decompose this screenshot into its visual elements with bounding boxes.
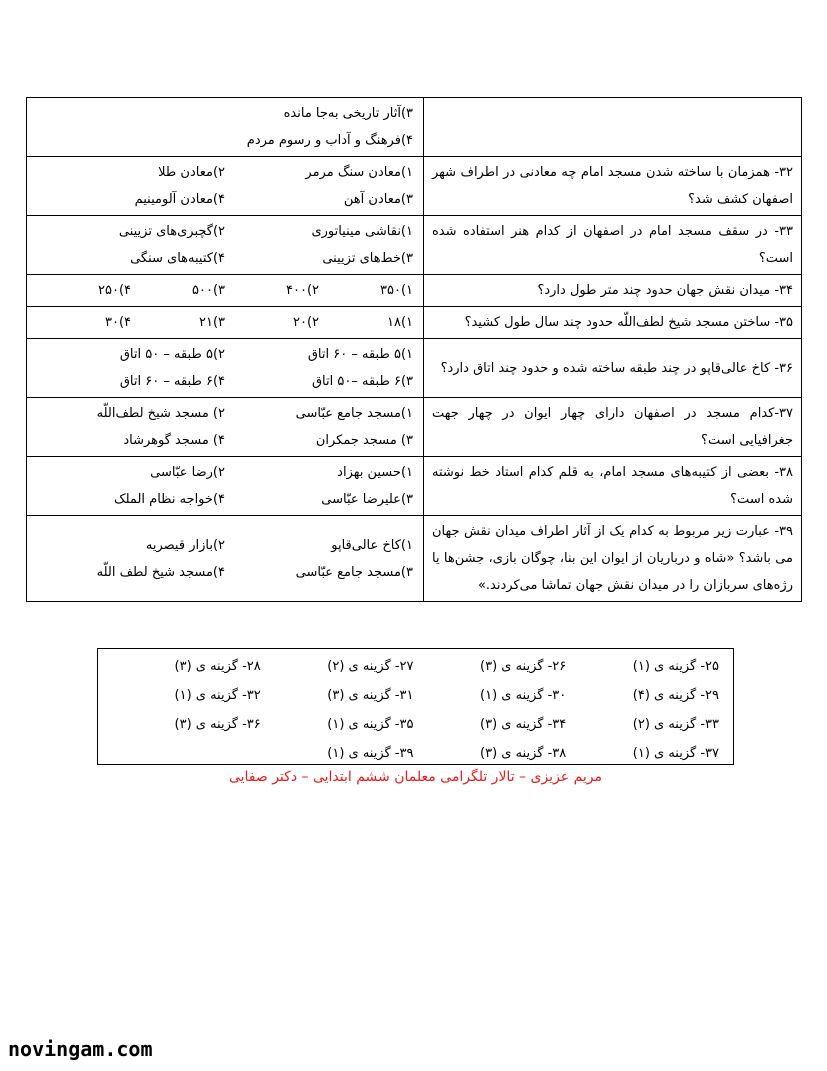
option-text: ۴)مسجد شیخ لطف اللّه <box>96 564 225 580</box>
option-text: ۳)معادن آهن <box>343 192 413 207</box>
option-text: ۴)۳۰ <box>104 315 131 330</box>
option-text: ۳)۶ طبقه –۵۰ اتاق <box>311 374 413 389</box>
options-cell <box>27 339 424 398</box>
question-text: ۳۹- عبارت زیر مربوط به کدام یک از آثار اطراف میدان نقش جهان می باشد؟ «شاه و درباریان از ایوان این بنا، چوگان بازی، جشن‌ها یا رژه‌های سربازان را در میدان نقش جهان تماشا می‌کردند.» <box>424 516 802 602</box>
question-row <box>27 398 802 457</box>
option-text: ۴)خواجه نظام الملک <box>113 492 225 507</box>
question-row <box>27 457 802 516</box>
option-line <box>37 245 413 272</box>
credit-line: مریم عزیزی – تالار تلگرامی معلمان ششم ابتدایی – دکتر صفایی <box>228 769 603 785</box>
option-text: ۲) مسجد شیخ لطف‌اللّه <box>96 406 225 421</box>
answer-item: ۳۷- گزینه ی (۱) <box>632 746 719 761</box>
question-row <box>27 516 802 602</box>
options-cell <box>27 398 424 457</box>
option-line <box>37 427 413 454</box>
option-text: ۲)گچبری‌های تزیینی <box>118 224 225 239</box>
option-text: ۳)مسجد جامع عبّاسی <box>295 564 413 580</box>
question-row <box>27 216 802 275</box>
option-text: ۳)خط‌های تزیینی <box>322 251 413 266</box>
option-text: ۴) مسجد گوهرشاد <box>123 433 225 448</box>
answer-row <box>108 681 719 710</box>
options-cell <box>27 275 424 307</box>
answer-item: ۲۵- گزینه ی (۱) <box>632 659 719 674</box>
option-line <box>37 486 413 513</box>
option-text: ۱)نقاشی مینیاتوری <box>311 224 413 239</box>
question-row <box>27 157 802 216</box>
option-text: ۴)معادن آلومینیم <box>134 192 225 207</box>
options-cell <box>27 457 424 516</box>
answer-item: ۲۸- گزینه ی (۳) <box>174 659 261 674</box>
option-text: ۳)۵۰۰ <box>191 283 225 298</box>
options-cell <box>27 516 424 602</box>
question-text: ۳۴- میدان نقش جهان حدود چند متر طول دارد؟ <box>424 275 802 307</box>
option-line <box>37 368 413 395</box>
option-text: ۴)۶ طبقه – ۶۰ اتاق <box>119 374 225 389</box>
option-text: ۱)مسجد جامع عبّاسی <box>295 406 413 421</box>
answer-item: ۲۶- گزینه ی (۳) <box>480 659 567 674</box>
answer-row <box>108 710 719 739</box>
options-cell <box>27 216 424 275</box>
option-text: ۲)رضا عبّاسی <box>150 465 225 480</box>
option-text: ۱)۳۵۰ <box>379 283 413 298</box>
option-text: ۱)معادن سنگ مرمر <box>305 165 413 180</box>
option-text: ۳) مسجد جمکران <box>315 433 413 448</box>
answer-row <box>108 652 719 681</box>
answer-item: ۲۹- گزینه ی (۴) <box>632 688 719 703</box>
answer-item: ۳۳- گزینه ی (۲) <box>632 717 719 732</box>
option-text: ۴)۲۵۰ <box>97 283 131 298</box>
answer-item: ۳۱- گزینه ی (۳) <box>327 688 414 703</box>
option-text: ۱)۵ طبقه – ۶۰ اتاق <box>307 347 413 362</box>
question-text <box>424 98 802 157</box>
answer-item: ۳۴- گزینه ی (۳) <box>480 717 567 732</box>
option-line <box>37 277 413 304</box>
option-text: ۳)آثار تاریخی به‌جا مانده <box>283 106 413 121</box>
answer-item: ۳۰- گزینه ی (۱) <box>480 688 567 703</box>
question-row <box>27 339 802 398</box>
option-line <box>37 341 413 368</box>
option-line <box>37 100 413 127</box>
question-text: ۳۶- کاخ عالی‌قاپو در چند طبقه ساخته شده و حدود چند اتاق دارد؟ <box>424 339 802 398</box>
questions-table <box>26 97 802 602</box>
option-text: ۴)کتیبه‌های سنگی <box>130 251 225 266</box>
question-text: ۳۷-کدام مسجد در اصفهان دارای چهار ایوان در چهار جهت جغرافیایی است؟ <box>424 398 802 457</box>
options-cell <box>27 307 424 339</box>
option-text: ۳)علیرضا عبّاسی <box>321 492 413 507</box>
option-text: ۴)فرهنگ و آداب و رسوم مردم <box>246 133 413 148</box>
answer-row <box>108 739 719 768</box>
option-text: ۲)۴۰۰ <box>285 283 319 298</box>
question-text: ۳۸- بعضی از کتیبه‌های مسجد امام، به قلم کدام استاد خط نوشته شده است؟ <box>424 457 802 516</box>
option-line <box>37 186 413 213</box>
answer-item: ۳۹- گزینه ی (۱) <box>327 746 414 761</box>
option-line <box>37 159 413 186</box>
option-text: ۲)معادن طلا <box>158 165 225 180</box>
option-text: ۲)۲۰ <box>292 315 319 330</box>
option-text: ۲)بازار قیصریه <box>145 537 225 553</box>
site-watermark: novingam.com <box>8 1037 153 1061</box>
option-text: ۱)کاخ عالی‌قاپو <box>331 537 413 553</box>
option-text: ۲)۵ طبقه – ۵۰ اتاق <box>119 347 225 362</box>
option-line <box>37 559 413 586</box>
answer-item: ۲۷- گزینه ی (۲) <box>327 659 414 674</box>
question-row <box>27 98 802 157</box>
option-text: ۱)حسین بهزاد <box>337 465 413 480</box>
answer-item: ۳۲- گزینه ی (۱) <box>174 688 261 703</box>
option-line <box>37 532 413 559</box>
answer-key-box <box>97 648 734 765</box>
question-text: ۳۳- در سقف مسجد امام در اصفهان از کدام هنر استفاده شده است؟ <box>424 216 802 275</box>
option-line <box>37 400 413 427</box>
option-line <box>37 127 413 154</box>
question-text: ۳۲- همزمان با ساخته شدن مسجد امام چه معادنی در اطراف شهر اصفهان کشف شد؟ <box>424 157 802 216</box>
option-text: ۳)۲۱ <box>198 315 225 330</box>
option-line <box>37 218 413 245</box>
answer-item <box>108 739 261 768</box>
option-line <box>37 309 413 336</box>
options-cell <box>27 157 424 216</box>
option-text: ۱)۱۸ <box>386 315 413 330</box>
answer-item: ۳۸- گزینه ی (۳) <box>480 746 567 761</box>
option-line <box>37 459 413 486</box>
question-row <box>27 275 802 307</box>
answer-item: ۳۶- گزینه ی (۳) <box>174 717 261 732</box>
answer-item: ۳۵- گزینه ی (۱) <box>327 717 414 732</box>
options-cell <box>27 98 424 157</box>
question-text: ۳۵- ساختن مسجد شیخ لطف‌اللّه حدود چند سال طول کشید؟ <box>424 307 802 339</box>
question-row <box>27 307 802 339</box>
